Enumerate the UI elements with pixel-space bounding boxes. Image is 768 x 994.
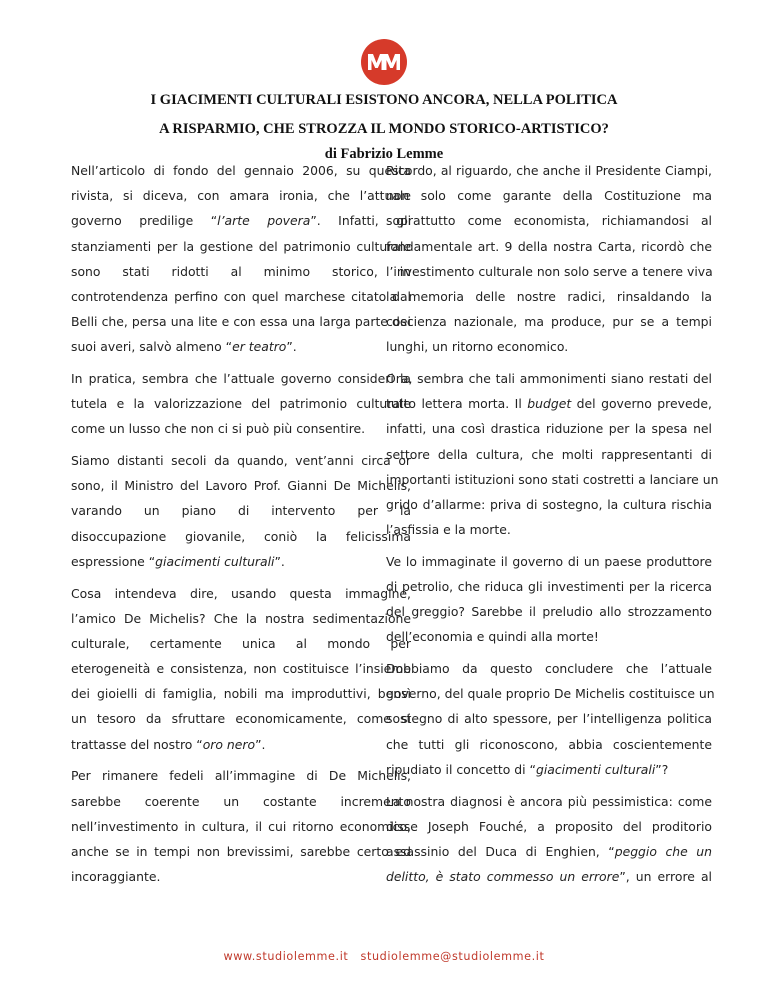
article-title-line-2: A RISPARMIO, CHE STROZZA IL MONDO STORICO-ARTISTICO? — [159, 121, 609, 137]
paragraph — [71, 763, 411, 889]
text-line: rivista, si diceva, con amara ironia, che l’attuale — [71, 188, 411, 204]
text-line: assassinio del Duca di Enghien, “peggio che un — [386, 843, 713, 859]
text-line: disse Joseph Fouché, a proposito del proditorio — [386, 818, 712, 834]
text-line: la memoria delle nostre radici, rinsaldando la — [386, 288, 712, 304]
text-line: Nell’articolo di fondo del gennaio 2006, su questa — [71, 163, 411, 178]
text-line: culturale, certamente unica al mondo per — [71, 635, 411, 651]
text-line: dell’economia e quindi alla morte! — [386, 629, 599, 645]
text-line: sostegno di alto spessore, per l’intelligenza politica — [386, 711, 712, 727]
paragraph — [386, 549, 712, 650]
article-author: di Fabrizio Lemme — [324, 146, 444, 162]
text-line: nell’investimento in cultura, il cui ritorno economico, — [71, 818, 411, 834]
text-line: Belli che, persa una lite e con essa una larga parte dei — [71, 314, 411, 330]
text-line: come un lusso che non ci si può più consentire. — [71, 421, 366, 437]
paragraph — [386, 366, 719, 542]
text-line: Ricordo, al riguardo, che anche il Presidente Ciampi, — [386, 163, 712, 178]
page-footer — [0, 950, 768, 963]
article-title-line-1: I GIACIMENTI CULTURALI ESISTONO ANCORA, NELLA POLITICA — [150, 92, 618, 108]
text-line: In pratica, sembra che l’attuale governo consideri la — [71, 371, 411, 386]
text-line: Per rimanere fedeli all’immagine di De Michelis, — [71, 768, 411, 784]
text-line: del greggio? Sarebbe il preludio allo strozzamento — [386, 604, 712, 620]
text-line: infatti, una così drastica riduzione per la spesa nel — [386, 421, 712, 437]
text-line: l’amico De Michelis? Che la nostra sedimentazione — [71, 610, 411, 626]
text-line: Dobbiamo da questo concludere che l’attuale — [386, 661, 712, 677]
text-line: stanziamenti per la gestione del patrimonio culturale — [71, 238, 411, 254]
text-line: Siamo distanti secoli da quando, vent’anni circa or — [71, 453, 411, 469]
text-line: sono, il Ministro del Lavoro Prof. Gianni De Michelis, — [71, 478, 411, 494]
text-line: Cosa intendeva dire, usando questa immagine, — [71, 585, 411, 601]
text-line: soprattutto come economista, richiamandosi al — [386, 213, 712, 229]
paragraph — [386, 158, 712, 360]
text-line: suoi averi, salvò almeno “er teatro”. — [71, 339, 297, 355]
text-line: delitto, è stato commesso un errore”, un errore al — [386, 869, 712, 885]
text-line: anche se in tempi non brevissimi, sarebbe certo ed — [71, 843, 411, 859]
text-line: importanti istituzioni sono stati costretti a lanciare un — [386, 471, 719, 487]
text-line: fondamentale art. 9 della nostra Carta, ricordò che — [386, 238, 712, 254]
text-line: incoraggiante. — [71, 869, 161, 885]
paragraph — [386, 656, 715, 782]
text-line: sono stati ridotti al minimo storico, in — [71, 263, 411, 279]
text-line: che tutti gli riconoscono, abbia coscientemente — [386, 736, 712, 752]
text-line: governo predilige “l’arte povera”. Infatti, gli — [71, 213, 412, 229]
text-line: lunghi, un ritorno economico. — [386, 339, 569, 355]
text-line: l’investimento culturale non solo serve a tenere viva — [386, 263, 713, 279]
text-line: l’asfissia e la morte. — [386, 522, 511, 538]
text-line: coscienza nazionale, ma produce, pur se a tempi — [386, 314, 712, 330]
text-line: un tesoro da sfruttare economicamente, come si — [71, 711, 411, 727]
paragraph — [71, 448, 411, 574]
paragraph — [71, 581, 411, 757]
text-line: di petrolio, che riduca gli investimenti per la ricerca — [386, 579, 712, 594]
text-line: Ora, sembra che tali ammonimenti siano restati del — [386, 371, 712, 386]
text-line: tutto lettera morta. Il budget del governo prevede, — [386, 396, 712, 412]
text-line: eterogeneità e consistenza, non costituisce l’insieme — [71, 661, 411, 677]
text-line: Ve lo immaginate il governo di un paese produttore — [386, 553, 712, 569]
text-line: non solo come garante della Costituzione ma — [386, 188, 712, 204]
text-line: tutela e la valorizzazione del patrimonio culturale — [71, 396, 411, 412]
footer-website-link[interactable]: www.studiolemme.it — [223, 950, 349, 963]
text-line: controtendenza perfino con quel marchese citato dal — [71, 288, 411, 304]
text-line: disoccupazione giovanile, coniò la felicissima — [71, 528, 411, 544]
paragraph — [71, 366, 411, 442]
text-line: La nostra diagnosi è ancora più pessimistica: come — [386, 793, 712, 809]
text-line: grido d’allarme: priva di sostegno, la cultura rischia — [386, 496, 712, 512]
text-line: trattasse del nostro “oro nero”. — [71, 736, 266, 752]
text-line: settore della cultura, che molti rappresentanti di — [386, 446, 712, 462]
right-column — [386, 158, 719, 889]
text-line: governo, del quale proprio De Michelis costituisce un — [386, 686, 715, 702]
text-line: varando un piano di intervento per la — [71, 503, 411, 519]
text-line: dei gioielli di famiglia, nobili ma improduttivi, bensì — [71, 686, 411, 702]
text-line: ripudiato il concetto di “giacimenti culturali”? — [386, 761, 669, 777]
left-column — [71, 158, 411, 889]
paragraph — [71, 158, 411, 360]
text-line: espressione “giacimenti culturali”. — [71, 553, 285, 569]
paragraph — [386, 789, 712, 890]
footer-email-link[interactable]: studiolemme@studiolemme.it — [360, 950, 545, 963]
studio-lemme-logo — [359, 37, 409, 87]
text-line: sarebbe coerente un costante incremento — [71, 793, 411, 809]
